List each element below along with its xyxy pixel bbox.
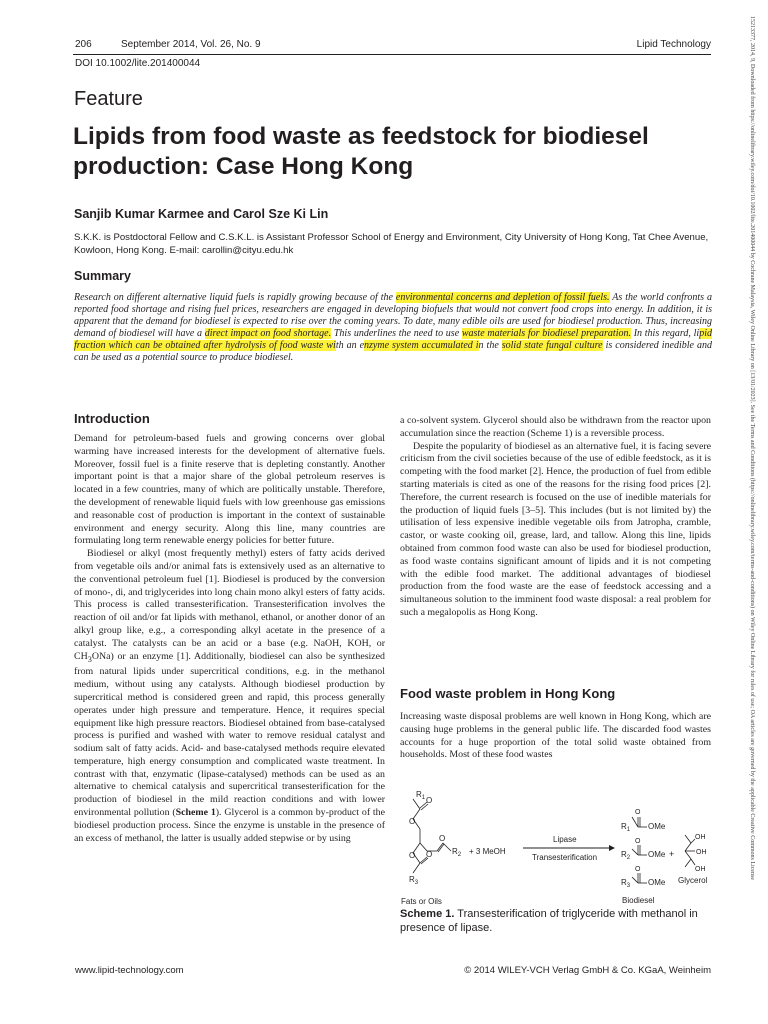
ome-label: OMe: [648, 850, 666, 859]
r3-label: $R_3$: [409, 875, 419, 886]
oh-label: OH: [696, 849, 707, 856]
highlight: waste materials for biodiesel preparation.: [461, 327, 631, 339]
plus-sign: +: [669, 849, 675, 859]
ome-label: OMe: [648, 878, 666, 887]
glycerol-label: Glycerol: [678, 876, 708, 885]
paragraph: a co-solvent system. Glycerol should also be withdrawn from the reactor upon accumulation since the reaction (Scheme 1) is a reversible process.: [400, 415, 711, 439]
o-label: O: [635, 866, 641, 873]
scheme-1-figure: [395, 787, 715, 907]
article-title: Lipids from food waste as feedstock for biodiesel production: Case Hong Kong: [73, 123, 649, 180]
r3-label: $R_3$: [621, 878, 631, 889]
reagent-label: + 3 MeOH: [469, 847, 506, 856]
o-label: O: [635, 809, 641, 816]
r1-label: $R_1$: [416, 790, 426, 801]
summary-heading: Summary: [74, 269, 131, 283]
catalyst-label: Lipase: [553, 835, 577, 844]
o-label: O: [426, 796, 433, 805]
paragraph: Increasing waste disposal problems are well known in Hong Kong, which are causing huge problems in the general public life. The discarded food wastes accounts for a huge proportion of the total solid waste obtained from households. Most of these food wastes: [400, 711, 711, 761]
ome-label: OMe: [648, 822, 666, 831]
paragraph: Demand for petroleum-based fuels and growing concerns over global warming have increased interests for the development of alternative fuels. Moreover, fossil fuel is a finite reserve that is depleting constantly. Another important point is that a major share of the global petroleum reserves is located in a few countries, many of which are politically unstable. Therefore, the development of renewable liquid fuels with low greenhouse gas emissions and reasonable cost of production is important in the context of sustainable environment and energy security. Along this line, many countries are formulating long term renewable energy policies for better future.: [74, 433, 385, 547]
right-column: [400, 415, 711, 620]
fats-label: Fats or Oils: [401, 897, 442, 906]
glycerol-structure: [685, 835, 695, 867]
r2-label: $R_2$: [452, 847, 462, 858]
doi: DOI 10.1002/lite.201400044: [75, 58, 201, 69]
highlight: direct impact on food shortage.: [204, 327, 332, 339]
process-label: Transesterification: [532, 853, 598, 862]
o-label: O: [635, 838, 641, 845]
biodiesel-structures: [632, 817, 647, 883]
authors: Sanjib Kumar Karmee and Carol Sze Ki Lin: [74, 207, 329, 221]
oh-label: OH: [695, 866, 706, 873]
introduction-heading: Introduction: [74, 411, 150, 426]
o-label: O: [439, 834, 446, 843]
paragraph: Despite the popularity of biodiesel as an alternative fuel, it is facing severe criticism from the civil societies because of the use of edible feedstock, as it is competing with the food market [2]. Hence, the production of fuel from edible starting materials is cited as one of the reasons for the rising food prices [2]. Therefore, the current research is focused on the use of inedible materials for the production of liquid fuels [3–5]. This includes (but is not limited by) the utilisation of less expensive inedible vegetable oils from Jatropha, cramble, castor, or waste cooking oil, grease, lard, and tallow. Along this line, lipids obtained from common food waste can also be used for biodiesel production, as food waste contains significant amount of lipids and it is not competing with the edible food market. The additional advantages of biodiesel production from the food waste are the ease of feedstock accessing and a simultaneous solution to the imminent food waste disposal: a real problem for such a megalopolis as Hong Kong.: [400, 440, 711, 618]
highlight: nzyme system accumulated i: [364, 339, 479, 351]
footer-url[interactable]: www.lipid-technology.com: [75, 965, 184, 976]
biodiesel-label: Biodiesel: [622, 896, 655, 905]
r1-label: $R_1$: [621, 822, 631, 833]
issue-info: September 2014, Vol. 26, No. 9: [121, 39, 261, 50]
o-label: O: [426, 850, 433, 859]
affiliation: S.K.K. is Postdoctoral Fellow and C.S.K.L. is Assistant Professor School of Energy and Environment, City University of Hong Kong, Tat Chee Avenue, Kowloon, Hong Kong. E-mail: carollin@cityu.edu.hk: [74, 232, 709, 256]
summary-text: Research on different alternative liquid fuels is rapidly growing because of the environmental concerns and depletion of fossil fuels. As the world confronts a reported food shortage and rising fuel prices, researchers are engaged in developing biofuels that would not convert food crops into energy. In addition, it is apparent that the demand for biodiesel is expected to rise over the coming years. To date, many edible oils are used for biodiesel production. Thus, increasing demand of biodiesel will have a direct impact on food shortage. This underlines the need to use waste materials for biodiesel preparation. In this regard, lipid fraction which can be obtained after hydrolysis of food waste with an enzyme system accumulated in the solid state fungal culture is considered inedible and can be used as a potential source to produce biodiesel.: [74, 292, 712, 363]
o-label: O: [409, 817, 416, 826]
header-rule: [73, 54, 711, 55]
journal-name: Lipid Technology: [636, 39, 711, 50]
highlight: pid fraction which can be obtained after hydrolysis of food waste wi: [74, 327, 712, 351]
r2-label: $R_2$: [621, 850, 631, 861]
footer-copyright: © 2014 WILEY-VCH Verlag GmbH & Co. KGaA, Weinheim: [464, 965, 711, 976]
o-label: O: [409, 851, 416, 860]
food-waste-heading: Food waste problem in Hong Kong: [400, 686, 616, 701]
scheme-caption: Scheme 1. Transesterification of triglyceride with methanol in presence of lipase.: [400, 908, 698, 934]
section-label: Feature: [74, 88, 143, 110]
reaction-scheme: [395, 787, 715, 907]
page-number: 206: [75, 39, 92, 50]
paragraph: Biodiesel or alkyl (most frequently methyl) esters of fatty acids derived from vegetable oils and/or animal fats is extensively used as an alternative to the conventional petroleum fuel [1]. Biodiesel is produced by the conversion of mono-, di, and triglycerides into long chain mono alkyl esters of fatty acids. This process is called transesterification. Transesterification involves the reaction of oil and/or fat lipids with methanol, ethanol, or another donor of an alkyl group like, e.g., a corresponding alkyl acetate in the presence of a catalyst. The catalysts can be an acid or a base (e.g. NaOH, KOH, or $CH_3ONa$) or an enzyme [1]. Additionally, biodiesel can also be synthesized from natural lipids under supercritical conditions, e.g. in the methanol medium, without using any catalysts. Although biodiesel production by supercritical method is considered green and rapid, this process generally operates under high pressure and temperature. Hence, it requires special equipment like high pressure reactors. Biodiesel obtained from base-catalysed process is purified and washed with water to remove residual catalyst and sodium salt of fatty acids. Acid- and base-catalysed methods require elevated temperature, high energy consumption and complicated waste treatment. In contrast with that, enzymatic (lipase-catalysed) methods can be used as an alternative to chemical catalysis and supercritical transesterification for the production of biodiesel in the mild reaction conditions and with lower environmental pollution (Scheme 1). Glycerol is a common by-product of the biodiesel production process. Since the enzyme is unstable in the presence of an excess of methanol, the latter is usually added stepwise or by using: [74, 548, 385, 844]
food-waste-text: [400, 711, 711, 762]
download-note: 15213377, 2014, 9, Downloaded from https://onlinelibrary.wiley.com/doi/10.1002/lite.201400044 by Cochrane Malaysia, Wiley Online Library on [13/01/2023]. See the Terms and Conditions (https://onlinelibrary.wiley.com/terms-and-conditions) on Wiley Online Library for rules of use; OA articles are governed by the applicable Creative Commons License: [749, 16, 755, 881]
highlight: environmental concerns and depletion of fossil fuels.: [395, 292, 610, 303]
left-column: [74, 433, 385, 845]
highlight: solid state fungal culture: [501, 339, 603, 351]
triglyceride-structure: [413, 799, 451, 873]
arrow-head: [609, 845, 615, 851]
oh-label: OH: [695, 834, 706, 841]
